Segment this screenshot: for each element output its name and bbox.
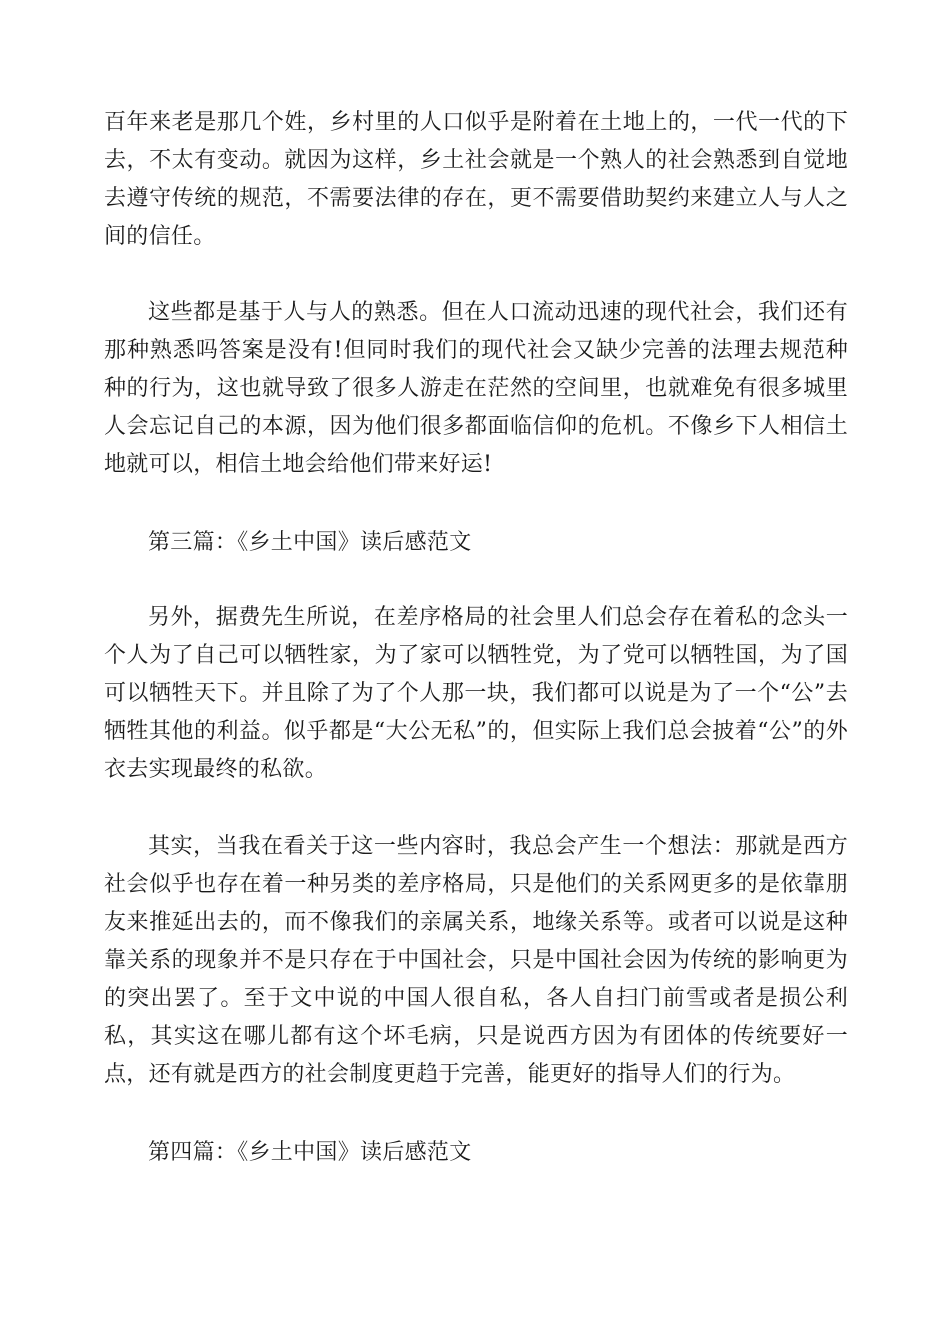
paragraph-familiarity: 这些都是基于人与人的熟悉。但在人口流动迅速的现代社会，我们还有那种熟悉吗答案是没有!但同时我们的现代社会又缺少完善的法理去规范种种的行为，这也就导致了很多人游走在茫然的空间里，也就难免有很多城里人会忘记自己的本源，因为他们很多都面临信仰的危机。不像乡下人相信土地就可以，相信土地会给他们带来好运! [104, 300, 848, 477]
paragraph-differential-pattern: 另外，据费先生所说，在差序格局的社会里人们总会存在着私的念头一个人为了自己可以牺牲家，为了家可以牺牲党，为了党可以牺牲国，为了国可以牺牲天下。并且除了为了个人那一块，我们都可以说是为了一个“公”去牺牲其他的利益。似乎都是“大公无私”的，但实际上我们总会披着“公”的外衣去实现最终的私欲。 [104, 605, 848, 782]
paragraph-western-comparison: 其实，当我在看关于这一些内容时，我总会产生一个想法：那就是西方社会似乎也存在着一种另类的差序格局，只是他们的关系网更多的是依靠朋友来推延出去的，而不像我们的亲属关系，地缘关系等。或者可以说是这种靠关系的现象并不是只存在于中国社会，只是中国社会因为传统的影响更为的突出罢了。至于文中说的中国人很自私，各人自扫门前雪或者是损公利私，其实这在哪儿都有这个坏毛病，只是说西方因为有团体的传统要好一点，还有就是西方的社会制度更趋于完善，能更好的指导人们的行为。 [104, 834, 848, 1087]
section-heading-four: 第四篇：《乡土中国》读后感范文 [148, 1140, 472, 1165]
paragraph-continuation: 百年来老是那几个姓，乡村里的人口似乎是附着在土地上的，一代一代的下去，不太有变动。就因为这样，乡土社会就是一个熟人的社会熟悉到自觉地去遵守传统的规范，不需要法律的存在，更不需要借助契约来建立人与人之间的信任。 [104, 110, 848, 249]
section-heading-three: 第三篇：《乡土中国》读后感范文 [148, 530, 472, 555]
